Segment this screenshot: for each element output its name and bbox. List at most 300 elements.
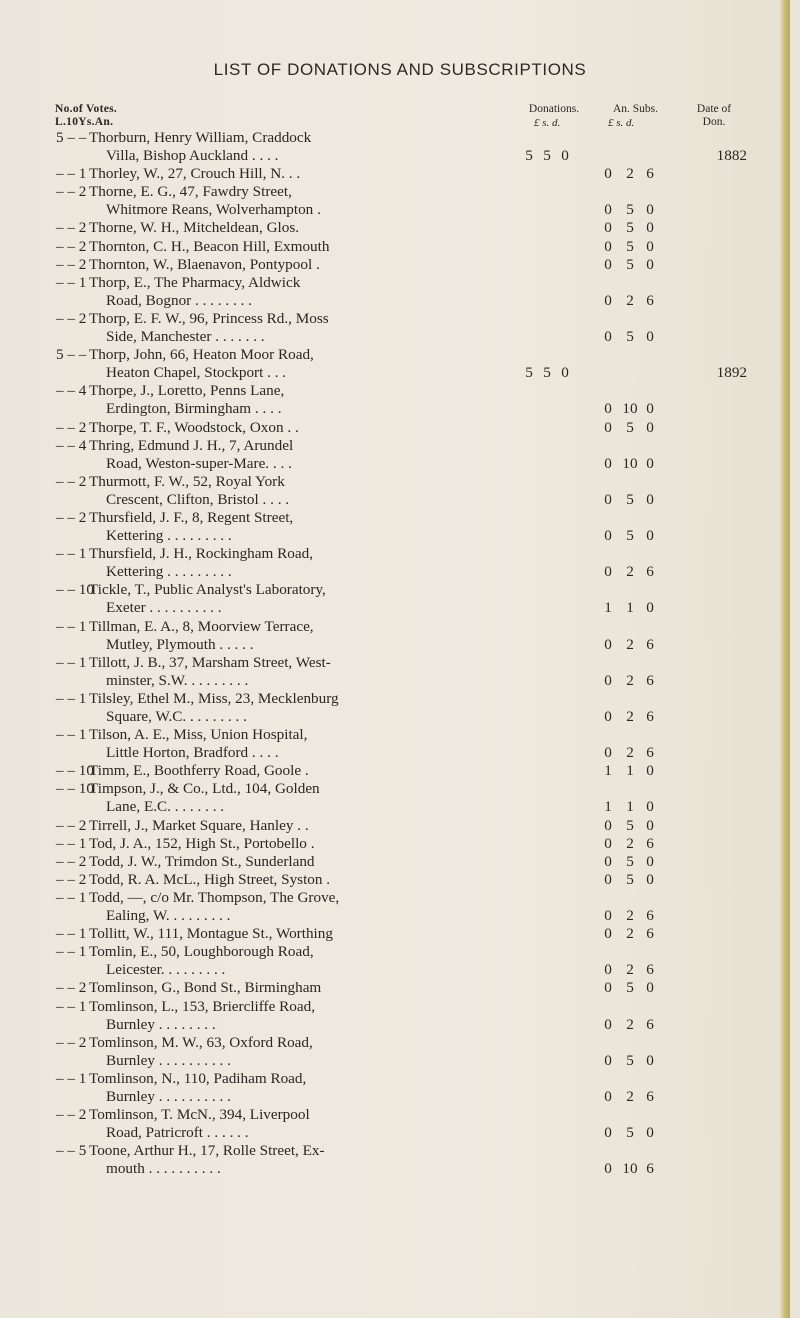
entry-name: Toone, Arthur H., 17, Rolle Street, Ex-	[89, 1142, 325, 1160]
subscription-pounds: 0	[604, 907, 612, 925]
list-item	[0, 998, 790, 1034]
list-item	[0, 1142, 790, 1178]
entry-line	[0, 672, 790, 690]
entry-line	[0, 509, 790, 527]
entry-address: Whitmore Reans, Wolverhampton .	[106, 201, 321, 219]
entry-line	[0, 744, 790, 762]
subscription-shillings: 5	[626, 979, 634, 997]
donation-pence: 0	[561, 364, 569, 382]
votes-count: – – 2	[56, 219, 87, 237]
entry-line	[0, 1088, 790, 1106]
subscription-shillings: 2	[626, 635, 634, 653]
subscription-shillings: 5	[626, 1051, 634, 1069]
subscription-pence: 6	[646, 744, 654, 762]
entry-line	[0, 1070, 790, 1088]
subscription-shillings: 5	[626, 201, 634, 219]
subscription-pounds: 0	[604, 979, 612, 997]
entry-line	[0, 563, 790, 581]
entry-line	[0, 147, 790, 165]
subscription-pounds: 0	[604, 1015, 612, 1033]
entry-line	[0, 1160, 790, 1178]
entry-line	[0, 853, 790, 871]
subscription-pounds: 0	[604, 671, 612, 689]
entry-name: Thorley, W., 27, Crouch Hill, N. . .	[89, 165, 301, 183]
entry-address: Leicester. . . . . . . . .	[106, 961, 226, 979]
subscription-pounds: 0	[604, 708, 612, 725]
subscription-pounds: 0	[604, 635, 612, 653]
entry-name: Tomlinson, N., 110, Padiham Road,	[89, 1069, 307, 1087]
subscription-pence: 0	[646, 454, 654, 472]
subscription-shillings: 2	[626, 925, 634, 943]
entry-line	[0, 726, 790, 744]
entry-line	[0, 961, 790, 979]
votes-column-header	[55, 103, 117, 129]
entry-line	[0, 419, 790, 437]
list-item	[0, 382, 790, 418]
entry-address: Exeter . . . . . . . . . .	[106, 599, 222, 617]
entry-name: Tilson, A. E., Miss, Union Hospital,	[89, 726, 308, 744]
entry-line	[0, 1016, 790, 1034]
entry-name: Timpson, J., & Co., Ltd., 104, Golden	[89, 780, 320, 798]
entry-name: Tomlinson, M. W., 63, Oxford Road,	[89, 1033, 313, 1051]
entry-name: Tillman, E. A., 8, Moorview Terrace,	[89, 617, 314, 635]
entry-name: Tomlinson, T. McN., 394, Liverpool	[89, 1106, 310, 1124]
subscription-shillings: 2	[626, 907, 634, 925]
donation-pence: 0	[561, 147, 569, 165]
votes-header-line1: No.of Votes.	[55, 103, 118, 115]
list-item	[0, 1034, 790, 1070]
subscription-pence: 0	[646, 201, 654, 219]
votes-count: – – 1	[56, 617, 87, 635]
subscription-pence: 6	[646, 563, 654, 581]
entry-line	[0, 491, 790, 509]
subscription-pence: 6	[646, 708, 654, 725]
votes-count: – – 1	[56, 689, 87, 707]
subscription-pence: 6	[646, 925, 654, 943]
entry-address: Villa, Bishop Auckland . . . .	[106, 147, 279, 165]
subscription-pounds: 0	[604, 1087, 612, 1105]
entry-name: Thorp, John, 66, Heaton Moor Road,	[89, 346, 314, 364]
subscription-shillings: 10	[622, 454, 638, 472]
subscription-shillings: 5	[626, 816, 634, 834]
entry-line	[0, 527, 790, 545]
entry-line	[0, 274, 790, 292]
list-item	[0, 256, 790, 274]
list-item	[0, 581, 790, 617]
subscription-pence: 0	[646, 237, 654, 255]
entry-address: Square, W.C. . . . . . . . .	[106, 708, 247, 725]
votes-count: 5 – –	[56, 346, 87, 364]
subscription-pence: 0	[646, 798, 654, 816]
entry-line	[0, 328, 790, 346]
entry-line	[0, 817, 790, 835]
subscription-pounds: 0	[604, 1160, 612, 1178]
list-item	[0, 780, 790, 816]
entry-line	[0, 979, 790, 997]
subscription-pounds: 0	[604, 870, 612, 888]
votes-count: – – 10	[56, 762, 94, 780]
entry-line	[0, 943, 790, 961]
subscription-pence: 0	[646, 418, 654, 436]
subscription-pence: 6	[646, 1015, 654, 1033]
votes-count: – – 2	[56, 870, 87, 888]
entry-line	[0, 762, 790, 780]
subscription-shillings: 2	[626, 563, 634, 581]
subscription-pence: 0	[646, 255, 654, 273]
subscription-shillings: 5	[626, 870, 634, 888]
subscription-pounds: 1	[604, 762, 612, 780]
entry-name: Tomlinson, L., 153, Briercliffe Road,	[89, 997, 316, 1015]
entry-address: Mutley, Plymouth . . . . .	[106, 635, 254, 653]
list-item	[0, 618, 790, 654]
votes-count: – – 2	[56, 1106, 87, 1124]
subscription-pounds: 0	[604, 852, 612, 870]
subscription-shillings: 2	[626, 708, 634, 725]
date-header-line2: Don.	[702, 116, 726, 128]
entries-list	[0, 129, 790, 1178]
subscription-shillings: 2	[626, 1015, 634, 1033]
donation-date: 1882	[716, 147, 747, 165]
subscription-shillings: 1	[626, 798, 634, 816]
entry-name: Thurmott, F. W., 52, Royal York	[89, 472, 285, 490]
donations-column-header: Donations.	[528, 103, 580, 115]
entry-name: Thursfield, J. H., Rockingham Road,	[89, 545, 313, 563]
donation-shillings: 5	[543, 147, 551, 165]
entry-name: Tod, J. A., 152, High St., Portobello .	[89, 834, 315, 852]
donation-shillings: 5	[543, 364, 551, 382]
votes-count: – – 2	[56, 508, 87, 526]
subscription-pence: 6	[646, 165, 654, 183]
entry-name: Tickle, T., Public Analyst's Laboratory,	[89, 581, 326, 599]
entry-address: Erdington, Birmingham . . . .	[106, 400, 282, 418]
subscription-shillings: 1	[626, 762, 634, 780]
list-item	[0, 853, 790, 871]
entry-address: Burnley . . . . . . . . . .	[106, 1051, 231, 1069]
entry-name: Tirrell, J., Market Square, Hanley . .	[89, 816, 309, 834]
entry-name: Thornton, W., Blaenavon, Pontypool .	[89, 255, 320, 273]
votes-count: – – 2	[56, 255, 87, 273]
subscription-pounds: 0	[604, 563, 612, 581]
list-item	[0, 835, 790, 853]
entry-address: Heaton Chapel, Stockport . . .	[106, 364, 287, 382]
entry-name: Tomlin, E., 50, Loughborough Road,	[89, 943, 314, 961]
subscription-shillings: 2	[626, 744, 634, 762]
votes-count: – – 1	[56, 943, 87, 961]
entry-line	[0, 473, 790, 491]
subscription-pence: 6	[646, 1087, 654, 1105]
subscription-pounds: 0	[604, 328, 612, 346]
entry-line	[0, 364, 790, 382]
subscription-pounds: 0	[604, 744, 612, 762]
entry-line	[0, 780, 790, 798]
entry-name: Timm, E., Boothferry Road, Goole .	[89, 762, 309, 780]
entry-address: Burnley . . . . . . . .	[106, 1015, 216, 1033]
list-item	[0, 165, 790, 183]
entry-name: Tomlinson, G., Bond St., Birmingham	[89, 979, 322, 997]
donation-pounds: 5	[525, 364, 533, 382]
list-item	[0, 274, 790, 310]
donation-date: 1892	[716, 364, 747, 382]
entry-name: Tollitt, W., 111, Montague St., Worthing	[89, 925, 333, 943]
subscription-pence: 0	[646, 816, 654, 834]
list-item	[0, 219, 790, 237]
votes-count: – – 5	[56, 1142, 87, 1160]
entry-line	[0, 382, 790, 400]
votes-count: – – 4	[56, 436, 87, 454]
entry-address: Side, Manchester . . . . . . .	[106, 328, 265, 346]
entry-line	[0, 183, 790, 201]
entry-name: Todd, R. A. McL., High Street, Syston .	[89, 870, 331, 888]
votes-count: – – 1	[56, 1069, 87, 1087]
subscription-pence: 0	[646, 599, 654, 617]
entry-address: Road, Weston-super-Mare. . . .	[106, 454, 292, 472]
list-item	[0, 545, 790, 581]
list-item	[0, 943, 790, 979]
subscription-pounds: 0	[604, 219, 612, 237]
list-item	[0, 238, 790, 256]
entry-line	[0, 907, 790, 925]
list-item	[0, 654, 790, 690]
votes-count: – – 2	[56, 852, 87, 870]
entry-name: Thorne, W. H., Mitcheldean, Glos.	[89, 219, 300, 237]
votes-count: – – 2	[56, 183, 87, 201]
entry-line	[0, 129, 790, 147]
subscription-pence: 0	[646, 490, 654, 508]
subscription-pounds: 0	[604, 454, 612, 472]
votes-count: – – 1	[56, 545, 87, 563]
subscription-pence: 6	[646, 834, 654, 852]
entry-address: Kettering . . . . . . . . .	[106, 527, 232, 545]
entry-name: Thorburn, Henry William, Craddock	[89, 129, 312, 146]
subscription-shillings: 10	[622, 400, 638, 418]
entry-line	[0, 455, 790, 473]
subscription-shillings: 10	[622, 1160, 638, 1178]
votes-count: – – 2	[56, 816, 87, 834]
entry-line	[0, 636, 790, 654]
subscription-pence: 6	[646, 961, 654, 979]
entry-line	[0, 581, 790, 599]
donation-pounds: 5	[525, 147, 533, 165]
entry-name: Thorpe, J., Loretto, Penns Lane,	[89, 382, 285, 400]
entry-line	[0, 238, 790, 256]
subscription-shillings: 1	[626, 599, 634, 617]
subscription-pounds: 0	[604, 165, 612, 183]
entry-line	[0, 925, 790, 943]
entry-line	[0, 219, 790, 237]
subscription-shillings: 2	[626, 1087, 634, 1105]
votes-count: – – 10	[56, 581, 94, 599]
list-item	[0, 346, 790, 382]
entry-name: Tilsley, Ethel M., Miss, 23, Mecklenburg	[89, 689, 339, 707]
entry-name: Thorp, E., The Pharmacy, Aldwick	[89, 273, 301, 291]
entry-line	[0, 654, 790, 672]
entry-line	[0, 256, 790, 274]
subscription-pounds: 0	[604, 255, 612, 273]
entry-address: Road, Patricroft . . . . . .	[106, 1124, 249, 1142]
list-item	[0, 183, 790, 219]
subscription-shillings: 5	[626, 852, 634, 870]
entry-line	[0, 1106, 790, 1124]
votes-count: – – 10	[56, 780, 94, 798]
entry-line	[0, 889, 790, 907]
entry-line	[0, 690, 790, 708]
entry-line	[0, 400, 790, 418]
list-item	[0, 1106, 790, 1142]
entry-address: Lane, E.C. . . . . . . .	[106, 798, 225, 816]
entry-name: Thornton, C. H., Beacon Hill, Exmouth	[89, 237, 330, 255]
subscription-shillings: 2	[626, 671, 634, 689]
subscription-shillings: 2	[626, 834, 634, 852]
entry-line	[0, 798, 790, 816]
subscription-shillings: 2	[626, 291, 634, 309]
entry-line	[0, 708, 790, 726]
votes-count: – – 2	[56, 237, 87, 255]
subscription-pounds: 0	[604, 527, 612, 545]
votes-count: – – 2	[56, 472, 87, 490]
votes-count: – – 1	[56, 653, 87, 671]
entry-line	[0, 871, 790, 889]
votes-count: – – 2	[56, 1033, 87, 1051]
entry-address: Road, Bognor . . . . . . . .	[106, 291, 252, 309]
subscription-pence: 0	[646, 328, 654, 346]
subscriptions-column-header: An. Subs.	[612, 103, 659, 115]
entry-line	[0, 310, 790, 328]
entry-line	[0, 1124, 790, 1142]
list-item	[0, 925, 790, 943]
list-item	[0, 726, 790, 762]
votes-count: – – 1	[56, 834, 87, 852]
entry-name: Todd, J. W., Trimdon St., Sunderland	[89, 852, 315, 870]
list-item	[0, 419, 790, 437]
subscription-shillings: 5	[626, 1124, 634, 1142]
entry-address: Ealing, W. . . . . . . . .	[106, 907, 231, 925]
entry-line	[0, 346, 790, 364]
subscription-shillings: 5	[626, 527, 634, 545]
subscription-pounds: 0	[604, 834, 612, 852]
subscription-pence: 6	[646, 635, 654, 653]
subscription-pounds: 1	[604, 599, 612, 617]
votes-count: – – 1	[56, 997, 87, 1015]
subscriptions-units: £ s. d.	[608, 117, 635, 129]
entry-line	[0, 1052, 790, 1070]
votes-count: – – 1	[56, 888, 87, 906]
subscription-pence: 0	[646, 219, 654, 237]
entry-line	[0, 165, 790, 183]
subscription-shillings: 5	[626, 490, 634, 508]
votes-count: – – 1	[56, 925, 87, 943]
subscription-pence: 6	[646, 671, 654, 689]
votes-count: – – 2	[56, 979, 87, 997]
entry-name: Todd, —, c/o Mr. Thompson, The Grove,	[89, 888, 340, 906]
entry-line	[0, 292, 790, 310]
subscription-shillings: 2	[626, 165, 634, 183]
subscription-shillings: 5	[626, 219, 634, 237]
subscription-pounds: 0	[604, 237, 612, 255]
date-header-line1: Date of	[696, 103, 732, 115]
entry-address: Kettering . . . . . . . . .	[106, 563, 232, 581]
subscription-pence: 0	[646, 400, 654, 418]
entry-line	[0, 1142, 790, 1160]
subscription-pence: 0	[646, 870, 654, 888]
subscription-shillings: 5	[626, 328, 634, 346]
entry-address: mouth . . . . . . . . . .	[106, 1160, 221, 1178]
entry-address: Burnley . . . . . . . . . .	[106, 1087, 231, 1105]
subscription-pounds: 0	[604, 925, 612, 943]
subscription-pounds: 0	[604, 201, 612, 219]
subscription-pounds: 1	[604, 798, 612, 816]
subscription-pounds: 0	[604, 1051, 612, 1069]
list-item	[0, 690, 790, 726]
list-item	[0, 762, 790, 780]
donations-units: £ s. d.	[534, 117, 561, 129]
list-item	[0, 871, 790, 889]
entry-line	[0, 201, 790, 219]
list-item	[0, 979, 790, 997]
subscription-pounds: 0	[604, 816, 612, 834]
entry-name: Thring, Edmund J. H., 7, Arundel	[89, 436, 294, 454]
subscription-pounds: 0	[604, 1124, 612, 1142]
votes-count: – – 1	[56, 726, 87, 744]
entry-name: Thorpe, T. F., Woodstock, Oxon . .	[89, 418, 299, 436]
subscription-pounds: 0	[604, 291, 612, 309]
subscription-shillings: 5	[626, 255, 634, 273]
list-item	[0, 509, 790, 545]
votes-count: 5 – –	[56, 129, 87, 146]
list-item	[0, 310, 790, 346]
entry-address: minster, S.W. . . . . . . . .	[106, 671, 249, 689]
entry-line	[0, 618, 790, 636]
subscription-pence: 6	[646, 1160, 654, 1178]
entry-name: Thursfield, J. F., 8, Regent Street,	[89, 508, 294, 526]
subscription-pence: 0	[646, 527, 654, 545]
subscription-pence: 0	[646, 762, 654, 780]
list-item	[0, 817, 790, 835]
subscription-shillings: 5	[626, 418, 634, 436]
subscription-pounds: 0	[604, 400, 612, 418]
entry-name: Thorp, E. F. W., 96, Princess Rd., Moss	[89, 309, 329, 327]
votes-count: – – 4	[56, 382, 87, 400]
entry-address: Little Horton, Bradford . . . .	[106, 744, 279, 762]
subscription-pounds: 0	[604, 490, 612, 508]
list-item	[0, 889, 790, 925]
subscription-pence: 6	[646, 291, 654, 309]
entry-line	[0, 599, 790, 617]
subscription-pence: 0	[646, 979, 654, 997]
entry-line	[0, 1034, 790, 1052]
subscription-pounds: 0	[604, 961, 612, 979]
date-column-header	[684, 103, 744, 129]
entry-address: Crescent, Clifton, Bristol . . . .	[106, 490, 290, 508]
entry-line	[0, 437, 790, 455]
list-item	[0, 437, 790, 473]
votes-count: – – 1	[56, 165, 87, 183]
votes-header-line2: L.10Ys.An.	[55, 116, 114, 128]
list-item	[0, 473, 790, 509]
subscription-pounds: 0	[604, 418, 612, 436]
page-title: LIST OF DONATIONS AND SUBSCRIPTIONS	[213, 60, 587, 79]
subscription-shillings: 5	[626, 237, 634, 255]
subscription-pence: 0	[646, 1124, 654, 1142]
subscription-pence: 0	[646, 1051, 654, 1069]
subscription-shillings: 2	[626, 961, 634, 979]
entry-line	[0, 545, 790, 563]
subscription-pence: 0	[646, 852, 654, 870]
list-item	[0, 129, 790, 165]
entry-name: Thorne, E. G., 47, Fawdry Street,	[89, 183, 292, 201]
votes-count: – – 2	[56, 418, 87, 436]
list-item	[0, 1070, 790, 1106]
votes-count: – – 2	[56, 309, 87, 327]
